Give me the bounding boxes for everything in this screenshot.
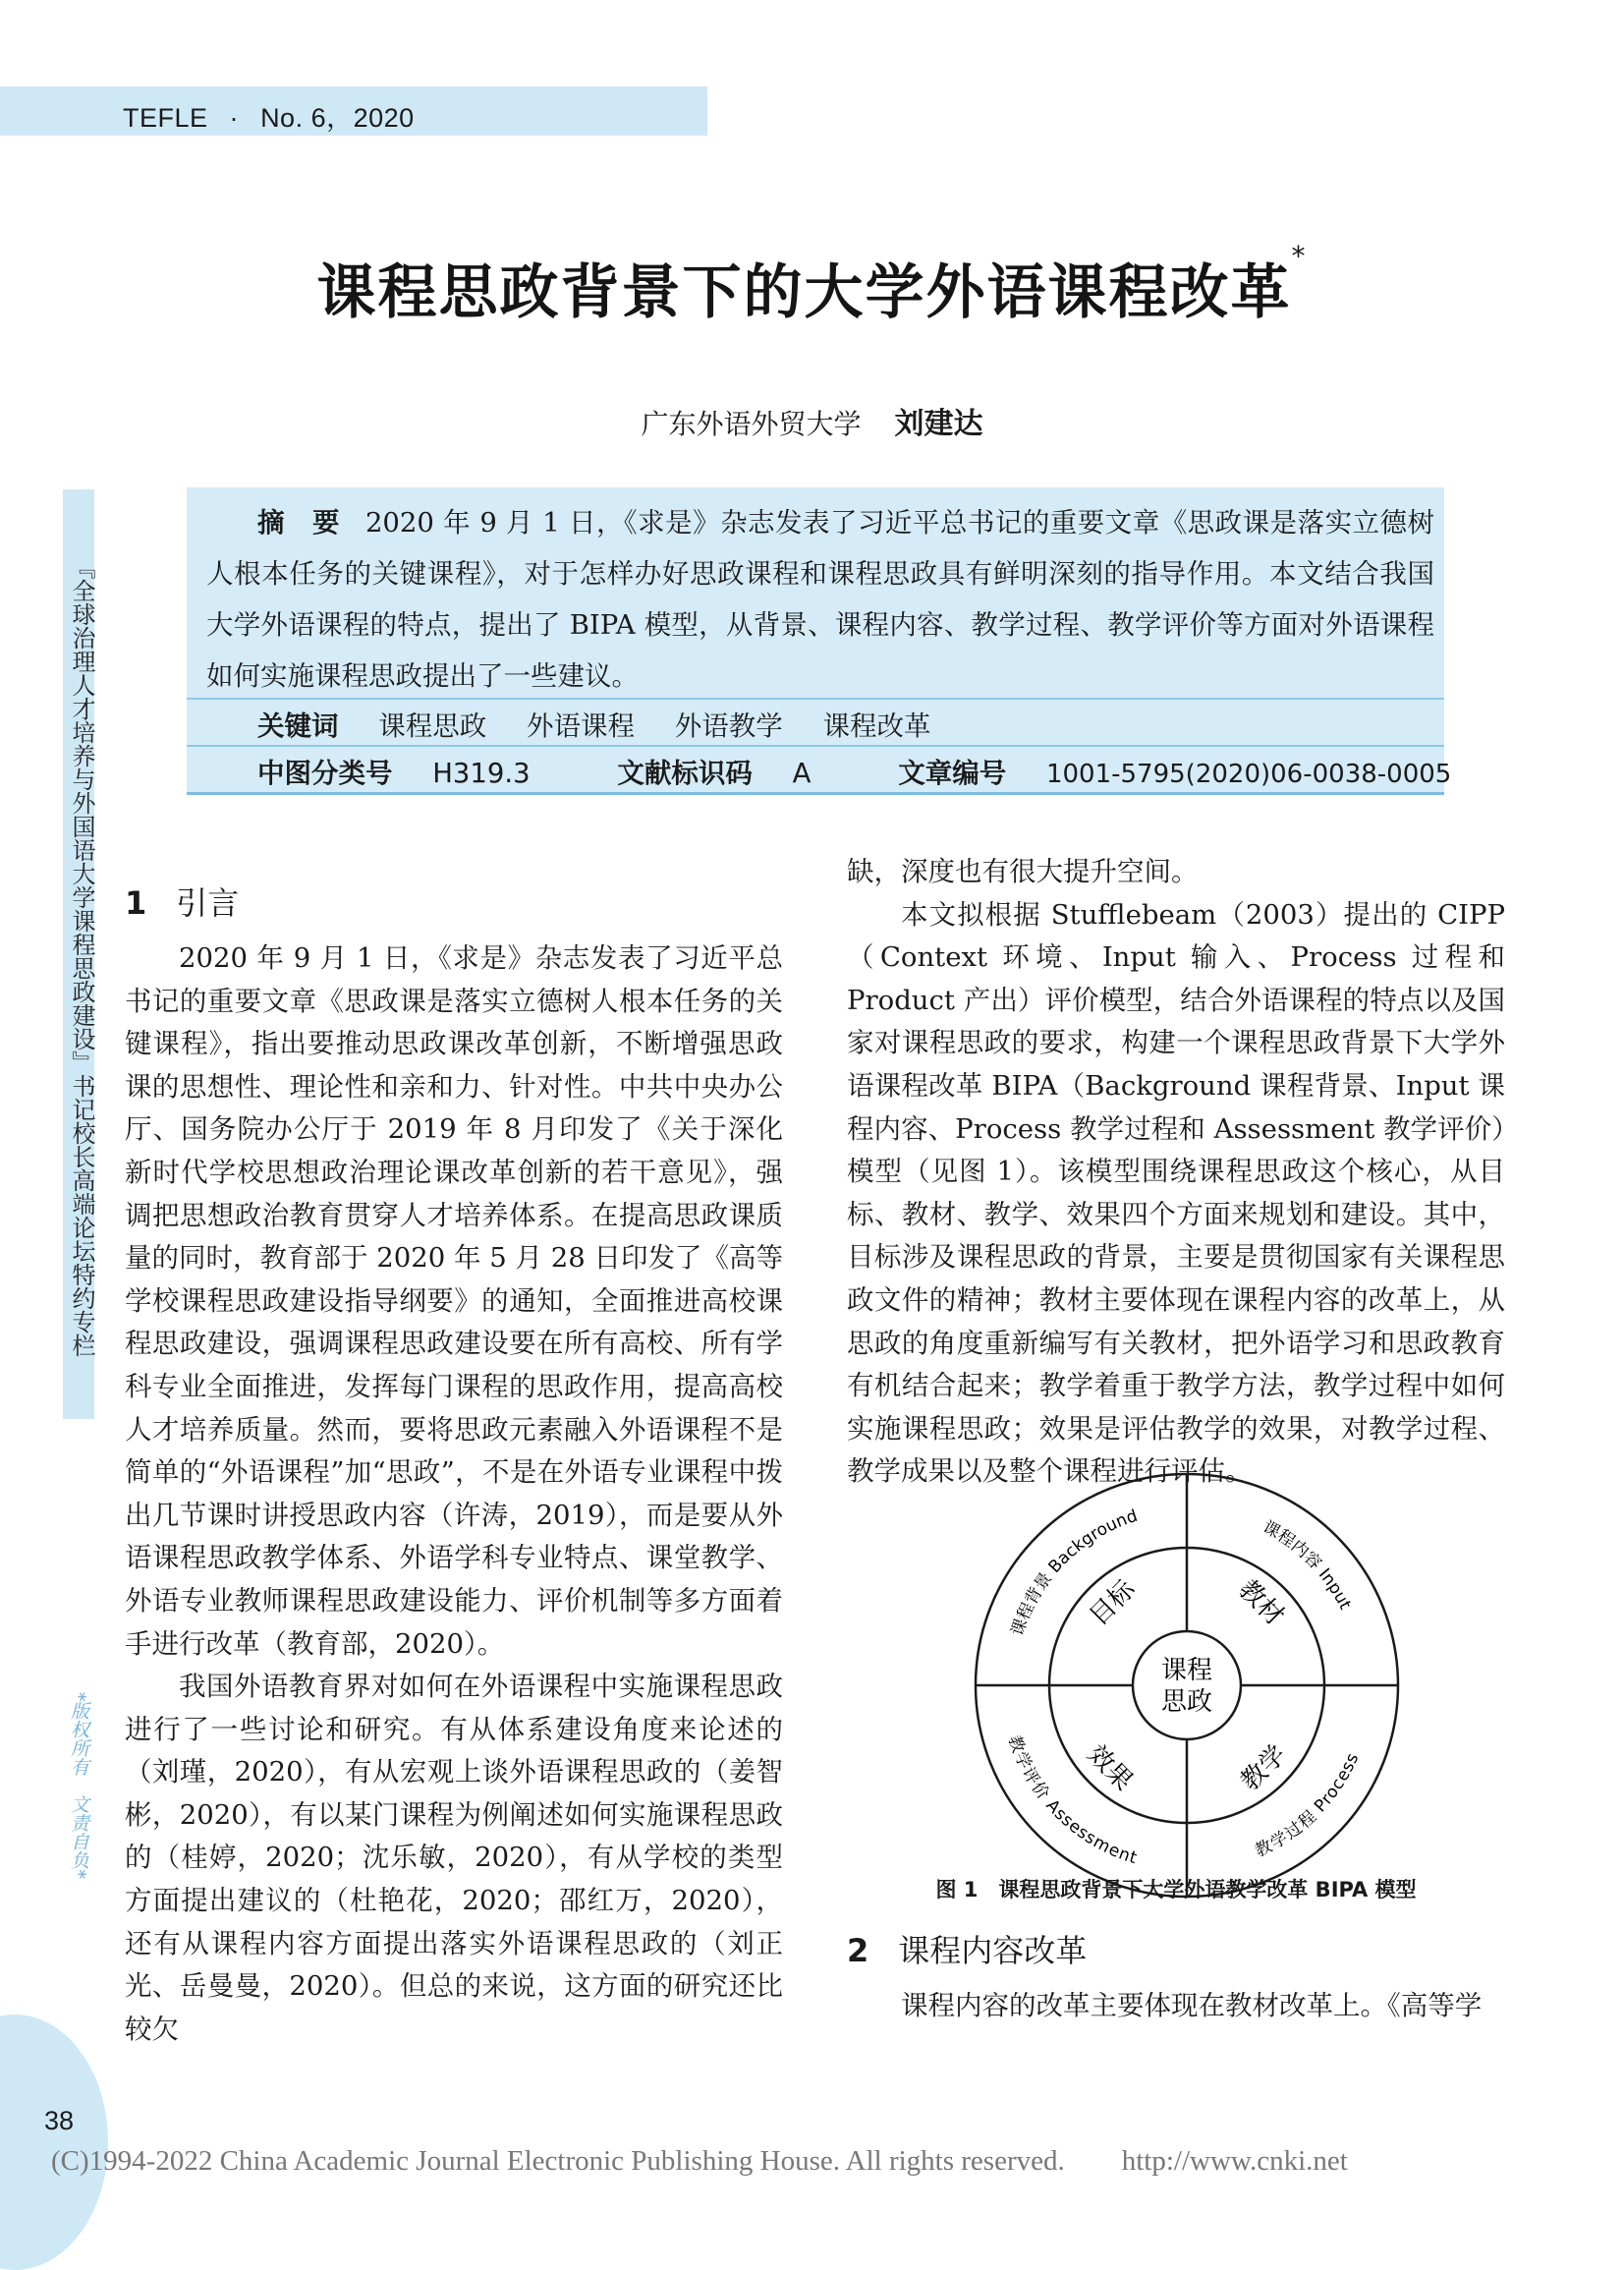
outer-label-process: 教学过程 Process [1252, 1750, 1364, 1862]
title-footnote-mark: * [1291, 240, 1308, 272]
clc-value: H319.3 [432, 758, 531, 789]
author-line [0, 399, 1624, 442]
journal-header [123, 96, 415, 135]
body-paragraph: 2020 年 9 月 1 日，《求是》杂志发表了习近平总书记的重要文章《思政课是落实立德树人根本任务的关键课程》，指出要推动思政课改革创新，不断增强思政课的思想性、理论性和亲和力、针对性。中共中央办公厅、国务院办公厅于 2019 年 8 月印发了《关于深化新时代学校思想政治理论课改革创新的若干意见》，强调把思想政治教育贯穿人才培养体系。在提高思政课质量的同时，教育部于 2020 年 5 月 28 日印发了《高等学校课程思政建设指导纲要》的通知，全面推进高校课程思政建设，强调课程思政建设要在所有高校、所有学科专业全面推进，发挥每门课程的思政作用，提高高校人才培养质量。然而，要将思政元素融入外语课程不是简单的“外语课程”加“思政”，不是在外语专业课程中拨出几节课时讲授思政内容（许涛，2019），而是要从外语课程思政教学体系、外语学科专业特点、课堂教学、外语专业教师课程思政建设能力、评价机制等多方面着手进行改革（教育部，2020）。 [125, 942, 783, 1660]
classification-row [257, 751, 1451, 790]
outer-label-background: 课程背景 Background [1007, 1505, 1141, 1639]
section-heading [847, 1926, 1087, 1971]
author-affiliation: 广东外语外贸大学 [641, 408, 862, 440]
doc-code-value: A [792, 758, 812, 789]
svg-text:课程背景 Background [1008, 1506, 1141, 1639]
right-column [847, 851, 1505, 1494]
inner-label-effect: 效果 [1081, 1739, 1139, 1797]
page-number: 38 [44, 2106, 75, 2135]
body-paragraph: 本文拟根据 Stufflebeam（2003）提出的 CIPP（Context 环境、Input 输入、Process 过程和 Product 产出）评价模型，结合外语课程的特点以及国家对课程思政的要求，构建一个课程思政背景下大学外语课程改革 BIPA（Background 课程背景、Input 课程内容、Process 教学过程和 Assessment 教学评价）模型（见图 1）。该模型围绕课程思政这个核心，从目标、教材、教学、效果四个方面来规划和建设。其中，目标涉及课程思政的背景，主要是贯彻国家有关课程思政文件的精神；教材主要体现在课程内容的改革上，从思政的角度重新编写有关教材，把外语学习和思政教育有机结合起来；教学着重于教学方法，教学过程中如何实施课程思政；效果是评估教学的效果，对教学过程、教学成果以及整个课程进行评估。 [847, 898, 1505, 1488]
outer-label-assessment: 教学评价 Assessment [1003, 1732, 1140, 1869]
svg-text:教学评价 Assessment [1004, 1733, 1140, 1869]
body-paragraph: 我国外语教育界对如何在外语课程中实施课程思政进行了一些讨论和研究。有从体系建设角度来论述的（刘瑾，2020），有从宏观上谈外语课程思政的（姜智彬，2020），有以某门课程为例阐述如何实施课程思政的（桂婷，2020；沈乐敏，2020），有从学校的类型方面提出建议的（杜艳花，2020；邵红万，2020），还有从课程内容方面提出落实外语课程思政的（刘正光、岳曼曼，2020）。但总的来说，这方面的研究还比较欠 [125, 1671, 783, 2045]
core-label-line1: 课程 [1160, 1656, 1213, 1685]
figure-caption: 图 1 课程思政背景下大学外语教学改革 BIPA 模型 [935, 1878, 1417, 1901]
section-number: 1 [125, 884, 147, 922]
abstract-text: 2020 年 9 月 1 日，《求是》杂志发表了习近平总书记的重要文章《思政课是落实立德树人根本任务的关键课程》，对于怎样办好思政课程和课程思政具有鲜明深刻的指导作用。本文结合我国大学外语课程的特点，提出了 BIPA 模型，从背景、课程内容、教学过程、教学评价等方面对外语课程如何实施课程思政提出了一些建议。 [206, 507, 1435, 692]
inner-label-goal: 目标 [1084, 1574, 1142, 1632]
clc-label: 中图分类号 [257, 758, 393, 789]
keyword-item: 外语课程 [527, 710, 635, 742]
doc-code-label: 文献标识码 [617, 758, 753, 789]
keywords-divider [187, 745, 1444, 747]
special-column-label: 『全球治理人才培养与外国语大学课程思政建设』书记校长高端论坛特约专栏 [68, 555, 95, 1357]
issue-label: No. 6，2020 [260, 103, 415, 133]
author-name: 刘建达 [894, 407, 983, 441]
copyright-footer: (C)1994-2022 China Academic Journal Electronic Publishing House. All rights reserved. http://www.cnki.net [51, 2145, 1348, 2177]
keyword-item: 课程思政 [378, 710, 487, 742]
section-heading [125, 879, 239, 924]
journal-name: TEFLE [123, 103, 208, 133]
body-paragraph-continued: 缺，深度也有很大提升空间。 [847, 856, 1199, 887]
keyword-item: 外语教学 [674, 710, 783, 742]
keywords-label: 关键词 [257, 710, 339, 742]
left-column [125, 937, 783, 2051]
keywords-row [257, 704, 931, 743]
keyword-item: 课程改革 [822, 710, 931, 742]
body-paragraph: 课程内容的改革主要体现在教材改革上。《高等学 [901, 1990, 1483, 2021]
outer-label-input: 课程内容 Input [1259, 1517, 1356, 1614]
copyright-notice: *版权所有 文责自负* [68, 1692, 89, 1879]
core-circle [1133, 1631, 1241, 1739]
inner-label-teaching: 教学 [1235, 1739, 1293, 1797]
article-number-value: 1001-5795(2020)06-0038-0005 [1045, 760, 1452, 789]
section-title: 引言 [176, 884, 240, 922]
header-dot: · [229, 103, 240, 133]
section-number: 2 [847, 1932, 869, 1969]
core-label-line2: 思政 [1160, 1687, 1213, 1717]
title-text: 课程思政背景下的大学外语课程改革 [316, 258, 1292, 327]
section-title: 课程内容改革 [898, 1932, 1088, 1969]
inner-label-material: 教材 [1232, 1574, 1290, 1632]
article-number-label: 文章编号 [898, 758, 1007, 789]
abstract-paragraph [206, 497, 1434, 702]
right-column-bottom [847, 1985, 1505, 2028]
abstract-label: 摘 要 [257, 507, 340, 539]
article-title [0, 240, 1624, 330]
bipa-model-figure [966, 1464, 1408, 1906]
